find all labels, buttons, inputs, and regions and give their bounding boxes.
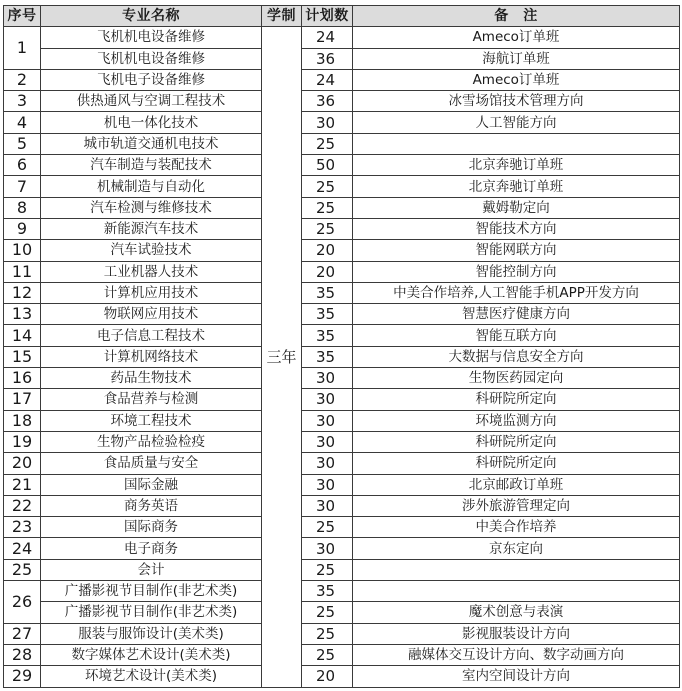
cell-remark: 北京奔驰订单班 (353, 176, 680, 197)
cell-serial-no: 25 (4, 559, 41, 580)
cell-serial-no: 18 (4, 410, 41, 431)
cell-major-name: 工业机器人技术 (41, 261, 262, 282)
cell-serial-no: 26 (4, 581, 41, 624)
cell-major-name: 商务英语 (41, 495, 262, 516)
cell-major-name: 食品营养与检测 (41, 389, 262, 410)
cell-plan-count: 30 (302, 431, 353, 452)
cell-remark: 中美合作培养 (353, 517, 680, 538)
cell-serial-no: 19 (4, 431, 41, 452)
header-plan-count: 计划数 (302, 6, 353, 27)
table-row (4, 261, 680, 282)
cell-plan-count: 20 (302, 240, 353, 261)
cell-plan-count: 30 (302, 538, 353, 559)
cell-major-name: 数字媒体艺术设计(美术类) (41, 644, 262, 665)
cell-plan-count: 25 (302, 517, 353, 538)
cell-plan-count: 35 (302, 581, 353, 602)
cell-major-name: 电子商务 (41, 538, 262, 559)
table-row (4, 325, 680, 346)
cell-major-name: 广播影视节目制作(非艺术类) (41, 581, 262, 602)
cell-plan-count: 30 (302, 112, 353, 133)
cell-remark: 环境监测方向 (353, 410, 680, 431)
cell-major-name: 环境艺术设计(美术类) (41, 666, 262, 687)
table-row (4, 69, 680, 90)
cell-major-name: 服装与服饰设计(美术类) (41, 623, 262, 644)
cell-remark: 智能技术方向 (353, 218, 680, 239)
cell-plan-count: 24 (302, 69, 353, 90)
cell-major-name: 国际金融 (41, 474, 262, 495)
cell-major-name: 电子信息工程技术 (41, 325, 262, 346)
cell-serial-no: 7 (4, 176, 41, 197)
cell-remark: 融媒体交互设计方向、数字动画方向 (353, 644, 680, 665)
table-row (4, 240, 680, 261)
cell-serial-no: 1 (4, 27, 41, 70)
cell-major-name: 环境工程技术 (41, 410, 262, 431)
cell-major-name: 机械制造与自动化 (41, 176, 262, 197)
cell-serial-no: 23 (4, 517, 41, 538)
table-row (4, 559, 680, 580)
cell-serial-no: 11 (4, 261, 41, 282)
cell-plan-count: 35 (302, 304, 353, 325)
cell-plan-count: 36 (302, 48, 353, 69)
cell-remark: 北京奔驰订单班 (353, 155, 680, 176)
cell-major-name: 生物产品检验检疫 (41, 431, 262, 452)
cell-serial-no: 14 (4, 325, 41, 346)
cell-serial-no: 4 (4, 112, 41, 133)
cell-plan-count: 25 (302, 644, 353, 665)
table-row (4, 410, 680, 431)
cell-remark: 海航订单班 (353, 48, 680, 69)
cell-remark (353, 559, 680, 580)
cell-major-name: 飞机机电设备维修 (41, 27, 262, 48)
header-no: 序号 (4, 6, 41, 27)
table-body (4, 27, 680, 687)
cell-plan-count: 35 (302, 346, 353, 367)
cell-plan-count: 25 (302, 176, 353, 197)
cell-plan-count: 30 (302, 389, 353, 410)
cell-serial-no: 22 (4, 495, 41, 516)
cell-serial-no: 29 (4, 666, 41, 687)
cell-plan-count: 25 (302, 623, 353, 644)
cell-serial-no: 27 (4, 623, 41, 644)
table-row (4, 282, 680, 303)
cell-major-name: 计算机网络技术 (41, 346, 262, 367)
cell-major-name: 计算机应用技术 (41, 282, 262, 303)
cell-remark: 戴姆勒定向 (353, 197, 680, 218)
cell-serial-no: 13 (4, 304, 41, 325)
cell-serial-no: 16 (4, 368, 41, 389)
cell-remark (353, 581, 680, 602)
cell-major-name: 飞机电子设备维修 (41, 69, 262, 90)
cell-plan-count: 30 (302, 410, 353, 431)
cell-major-name: 汽车试验技术 (41, 240, 262, 261)
table-row (4, 495, 680, 516)
table-row (4, 623, 680, 644)
cell-major-name: 新能源汽车技术 (41, 218, 262, 239)
cell-remark: 北京邮政订单班 (353, 474, 680, 495)
cell-remark: 大数据与信息安全方向 (353, 346, 680, 367)
cell-major-name: 汽车检测与维修技术 (41, 197, 262, 218)
cell-plan-count: 25 (302, 559, 353, 580)
cell-serial-no: 8 (4, 197, 41, 218)
table-row (4, 389, 680, 410)
cell-remark: 智能控制方向 (353, 261, 680, 282)
cell-plan-count: 25 (302, 133, 353, 154)
cell-plan-count: 36 (302, 91, 353, 112)
header-major-name: 专业名称 (41, 6, 262, 27)
cell-serial-no: 3 (4, 91, 41, 112)
cell-serial-no: 17 (4, 389, 41, 410)
table-header-row (4, 6, 680, 27)
cell-remark: 科研院所定向 (353, 453, 680, 474)
table-row (4, 581, 680, 602)
cell-serial-no: 20 (4, 453, 41, 474)
table-row (4, 112, 680, 133)
cell-remark: 智能网联方向 (353, 240, 680, 261)
cell-plan-count: 20 (302, 666, 353, 687)
cell-remark: 智能互联方向 (353, 325, 680, 346)
cell-plan-count: 50 (302, 155, 353, 176)
table-row (4, 27, 680, 48)
cell-plan-count: 30 (302, 368, 353, 389)
cell-remark: 影视服装设计方向 (353, 623, 680, 644)
cell-remark: 京东定向 (353, 538, 680, 559)
table-row (4, 304, 680, 325)
table-row (4, 453, 680, 474)
table-row (4, 538, 680, 559)
table-row (4, 91, 680, 112)
cell-serial-no: 21 (4, 474, 41, 495)
cell-remark: 涉外旅游管理定向 (353, 495, 680, 516)
table-row (4, 176, 680, 197)
cell-remark: 科研院所定向 (353, 389, 680, 410)
cell-serial-no: 24 (4, 538, 41, 559)
cell-serial-no: 10 (4, 240, 41, 261)
cell-major-name: 药品生物技术 (41, 368, 262, 389)
table-row (4, 644, 680, 665)
table-row (4, 602, 680, 623)
cell-major-name: 会计 (41, 559, 262, 580)
table-row (4, 368, 680, 389)
table-row (4, 346, 680, 367)
cell-remark: Ameco订单班 (353, 27, 680, 48)
cell-remark: 中美合作培养,人工智能手机APP开发方向 (353, 282, 680, 303)
cell-serial-no: 9 (4, 218, 41, 239)
cell-serial-no: 12 (4, 282, 41, 303)
cell-major-name: 机电一体化技术 (41, 112, 262, 133)
cell-plan-count: 35 (302, 282, 353, 303)
cell-remark: 智慧医疗健康方向 (353, 304, 680, 325)
cell-major-name: 国际商务 (41, 517, 262, 538)
cell-remark: 魔术创意与表演 (353, 602, 680, 623)
cell-remark: 生物医药园定向 (353, 368, 680, 389)
cell-remark (353, 133, 680, 154)
table-row (4, 133, 680, 154)
table-row (4, 197, 680, 218)
cell-remark: 冰雪场馆技术管理方向 (353, 91, 680, 112)
cell-major-name: 汽车制造与装配技术 (41, 155, 262, 176)
cell-plan-count: 30 (302, 495, 353, 516)
cell-plan-count: 35 (302, 325, 353, 346)
cell-plan-count: 20 (302, 261, 353, 282)
cell-serial-no: 5 (4, 133, 41, 154)
cell-serial-no: 6 (4, 155, 41, 176)
table-row (4, 218, 680, 239)
table-row (4, 155, 680, 176)
cell-remark: 科研院所定向 (353, 431, 680, 452)
cell-remark: 人工智能方向 (353, 112, 680, 133)
cell-major-name: 城市轨道交通机电技术 (41, 133, 262, 154)
cell-plan-count: 25 (302, 218, 353, 239)
table-row (4, 431, 680, 452)
table-row (4, 517, 680, 538)
table-row (4, 48, 680, 69)
table-row (4, 666, 680, 687)
cell-duration: 三年 (262, 27, 302, 687)
cell-serial-no: 28 (4, 644, 41, 665)
table-row (4, 474, 680, 495)
cell-major-name: 供热通风与空调工程技术 (41, 91, 262, 112)
header-duration: 学制 (262, 6, 302, 27)
cell-serial-no: 15 (4, 346, 41, 367)
cell-major-name: 广播影视节目制作(非艺术类) (41, 602, 262, 623)
cell-plan-count: 24 (302, 27, 353, 48)
cell-plan-count: 30 (302, 453, 353, 474)
cell-plan-count: 25 (302, 197, 353, 218)
cell-major-name: 食品质量与安全 (41, 453, 262, 474)
cell-major-name: 物联网应用技术 (41, 304, 262, 325)
cell-plan-count: 30 (302, 474, 353, 495)
cell-major-name: 飞机机电设备维修 (41, 48, 262, 69)
enrollment-plan-table (3, 5, 680, 688)
header-remarks: 备 注 (353, 6, 680, 27)
cell-remark: Ameco订单班 (353, 69, 680, 90)
cell-remark: 室内空间设计方向 (353, 666, 680, 687)
cell-serial-no: 2 (4, 69, 41, 90)
cell-plan-count: 25 (302, 602, 353, 623)
